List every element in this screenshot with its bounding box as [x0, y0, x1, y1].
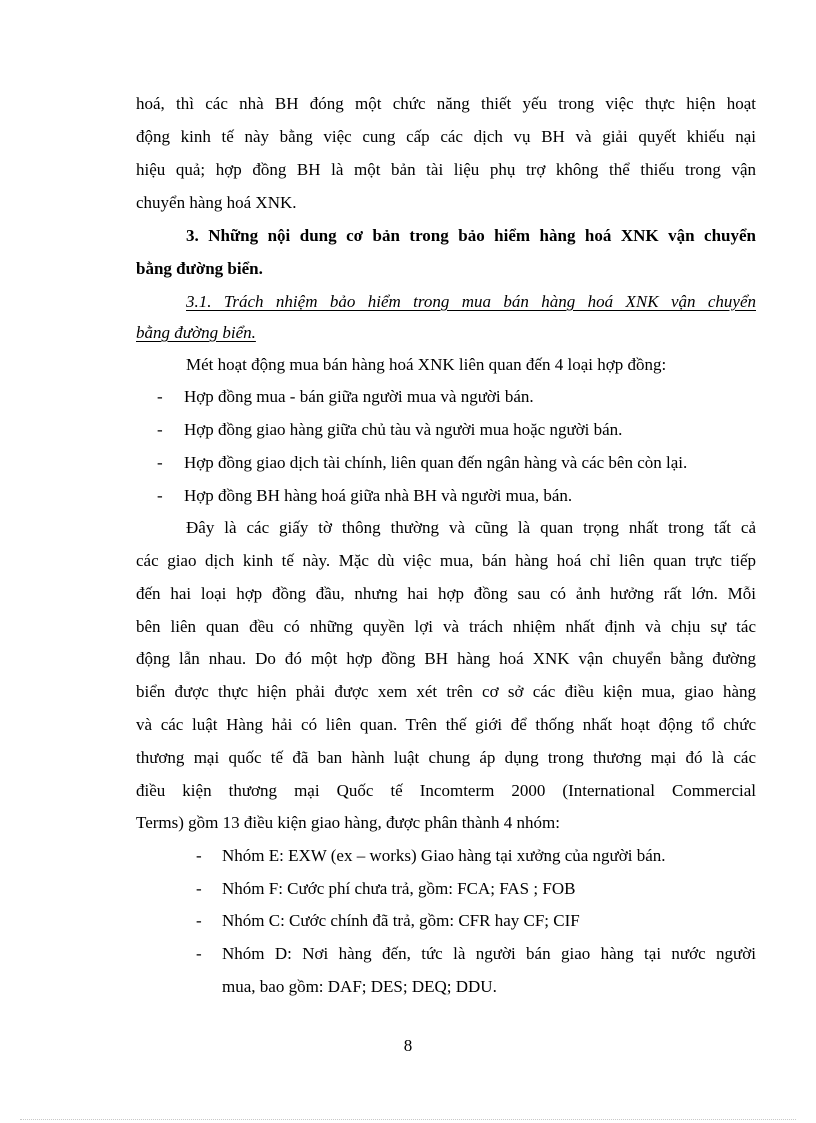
bullet-dash: - — [157, 387, 163, 406]
bullet-dash: - — [196, 944, 202, 963]
intro-line-3: hiệu quả; hợp đồng BH là một bản tài liệu phụ trợ không thể thiếu trong vận — [136, 160, 756, 179]
main-line-2: các giao dịch kinh tế này. Mặc dù việc mua, bán hàng hoá chỉ liên quan trực tiếp — [136, 551, 756, 570]
bullet-dash: - — [196, 911, 202, 930]
main-line-6: biển được thực hiện phải được xem xét trên cơ sở các điều kiện mua, giao hàng — [136, 682, 756, 701]
main-line-10: Terms) gồm 13 điều kiện giao hàng, được phân thành 4 nhóm: — [136, 813, 560, 832]
page-number: 8 — [403, 1036, 413, 1055]
main-line-4: bên liên quan đều có những quyền lợi và trách nhiệm nhất định và chịu sự tác — [136, 617, 756, 636]
bullet-dash: - — [196, 879, 202, 898]
contract-item-1: Hợp đồng mua - bán giữa người mua và người bán. — [184, 387, 534, 406]
intro-line-1: hoá, thì các nhà BH đóng một chức năng thiết yếu trong việc thực hiện hoạt — [136, 94, 756, 113]
group-item-c: Nhóm C: Cước chính đã trả, gồm: CFR hay CF; CIF — [222, 911, 580, 930]
bullet-dash: - — [157, 420, 163, 439]
main-line-1: Đây là các giấy tờ thông thường và cũng là quan trọng nhất trong tất cả — [186, 518, 756, 537]
intro-line-4: chuyển hàng hoá XNK. — [136, 193, 297, 212]
group-item-e: Nhóm E: EXW (ex – works) Giao hàng tại xưởng của người bán. — [222, 846, 666, 865]
contract-item-2: Hợp đồng giao hàng giữa chủ tàu và người mua hoặc người bán. — [184, 420, 623, 439]
bullet-dash: - — [157, 453, 163, 472]
subsection-heading-line-1: 3.1. Trách nhiệm bảo hiểm trong mua bán hàng hoá XNK vận chuyển — [186, 292, 756, 311]
main-line-9: điều kiện thương mại Quốc tế Incomterm 2000 (International Commercial — [136, 781, 756, 800]
section-heading-line-2: bằng đường biển. — [136, 259, 263, 278]
group-item-d-line-1: Nhóm D: Nơi hàng đến, tức là người bán giao hàng tại nước người — [222, 944, 756, 963]
page-bottom-rule — [20, 1119, 796, 1120]
intro-line-2: động kinh tế này bằng việc cung cấp các dịch vụ BH và giải quyết khiếu nại — [136, 127, 756, 146]
contracts-intro: Mét hoạt động mua bán hàng hoá XNK liên quan đến 4 loại hợp đồng: — [186, 355, 667, 374]
group-item-d-line-2: mua, bao gồm: DAF; DES; DEQ; DDU. — [222, 977, 497, 996]
section-heading-line-1: 3. Những nội dung cơ bản trong bảo hiểm hàng hoá XNK vận chuyển — [186, 226, 756, 245]
bullet-dash: - — [196, 846, 202, 865]
group-item-f: Nhóm F: Cước phí chưa trả, gồm: FCA; FAS ; FOB — [222, 879, 576, 898]
subsection-heading-line-2: bằng đường biển. — [136, 323, 256, 342]
bullet-dash: - — [157, 486, 163, 505]
main-line-7: và các luật Hàng hải có liên quan. Trên thế giới để thống nhất hoạt động tổ chức — [136, 715, 756, 734]
main-line-3: đến hai loại hợp đồng đầu, nhưng hai hợp đồng sau có ảnh hưởng rất lớn. Mỗi — [136, 584, 756, 603]
contract-item-3: Hợp đồng giao dịch tài chính, liên quan đến ngân hàng và các bên còn lại. — [184, 453, 688, 472]
contract-item-4: Hợp đồng BH hàng hoá giữa nhà BH và người mua, bán. — [184, 486, 573, 505]
main-line-5: động lẫn nhau. Do đó một hợp đồng BH hàng hoá XNK vận chuyển bằng đường — [136, 649, 756, 668]
main-line-8: thương mại quốc tế đã ban hành luật chung áp dụng trong thương mại đó là các — [136, 748, 756, 767]
